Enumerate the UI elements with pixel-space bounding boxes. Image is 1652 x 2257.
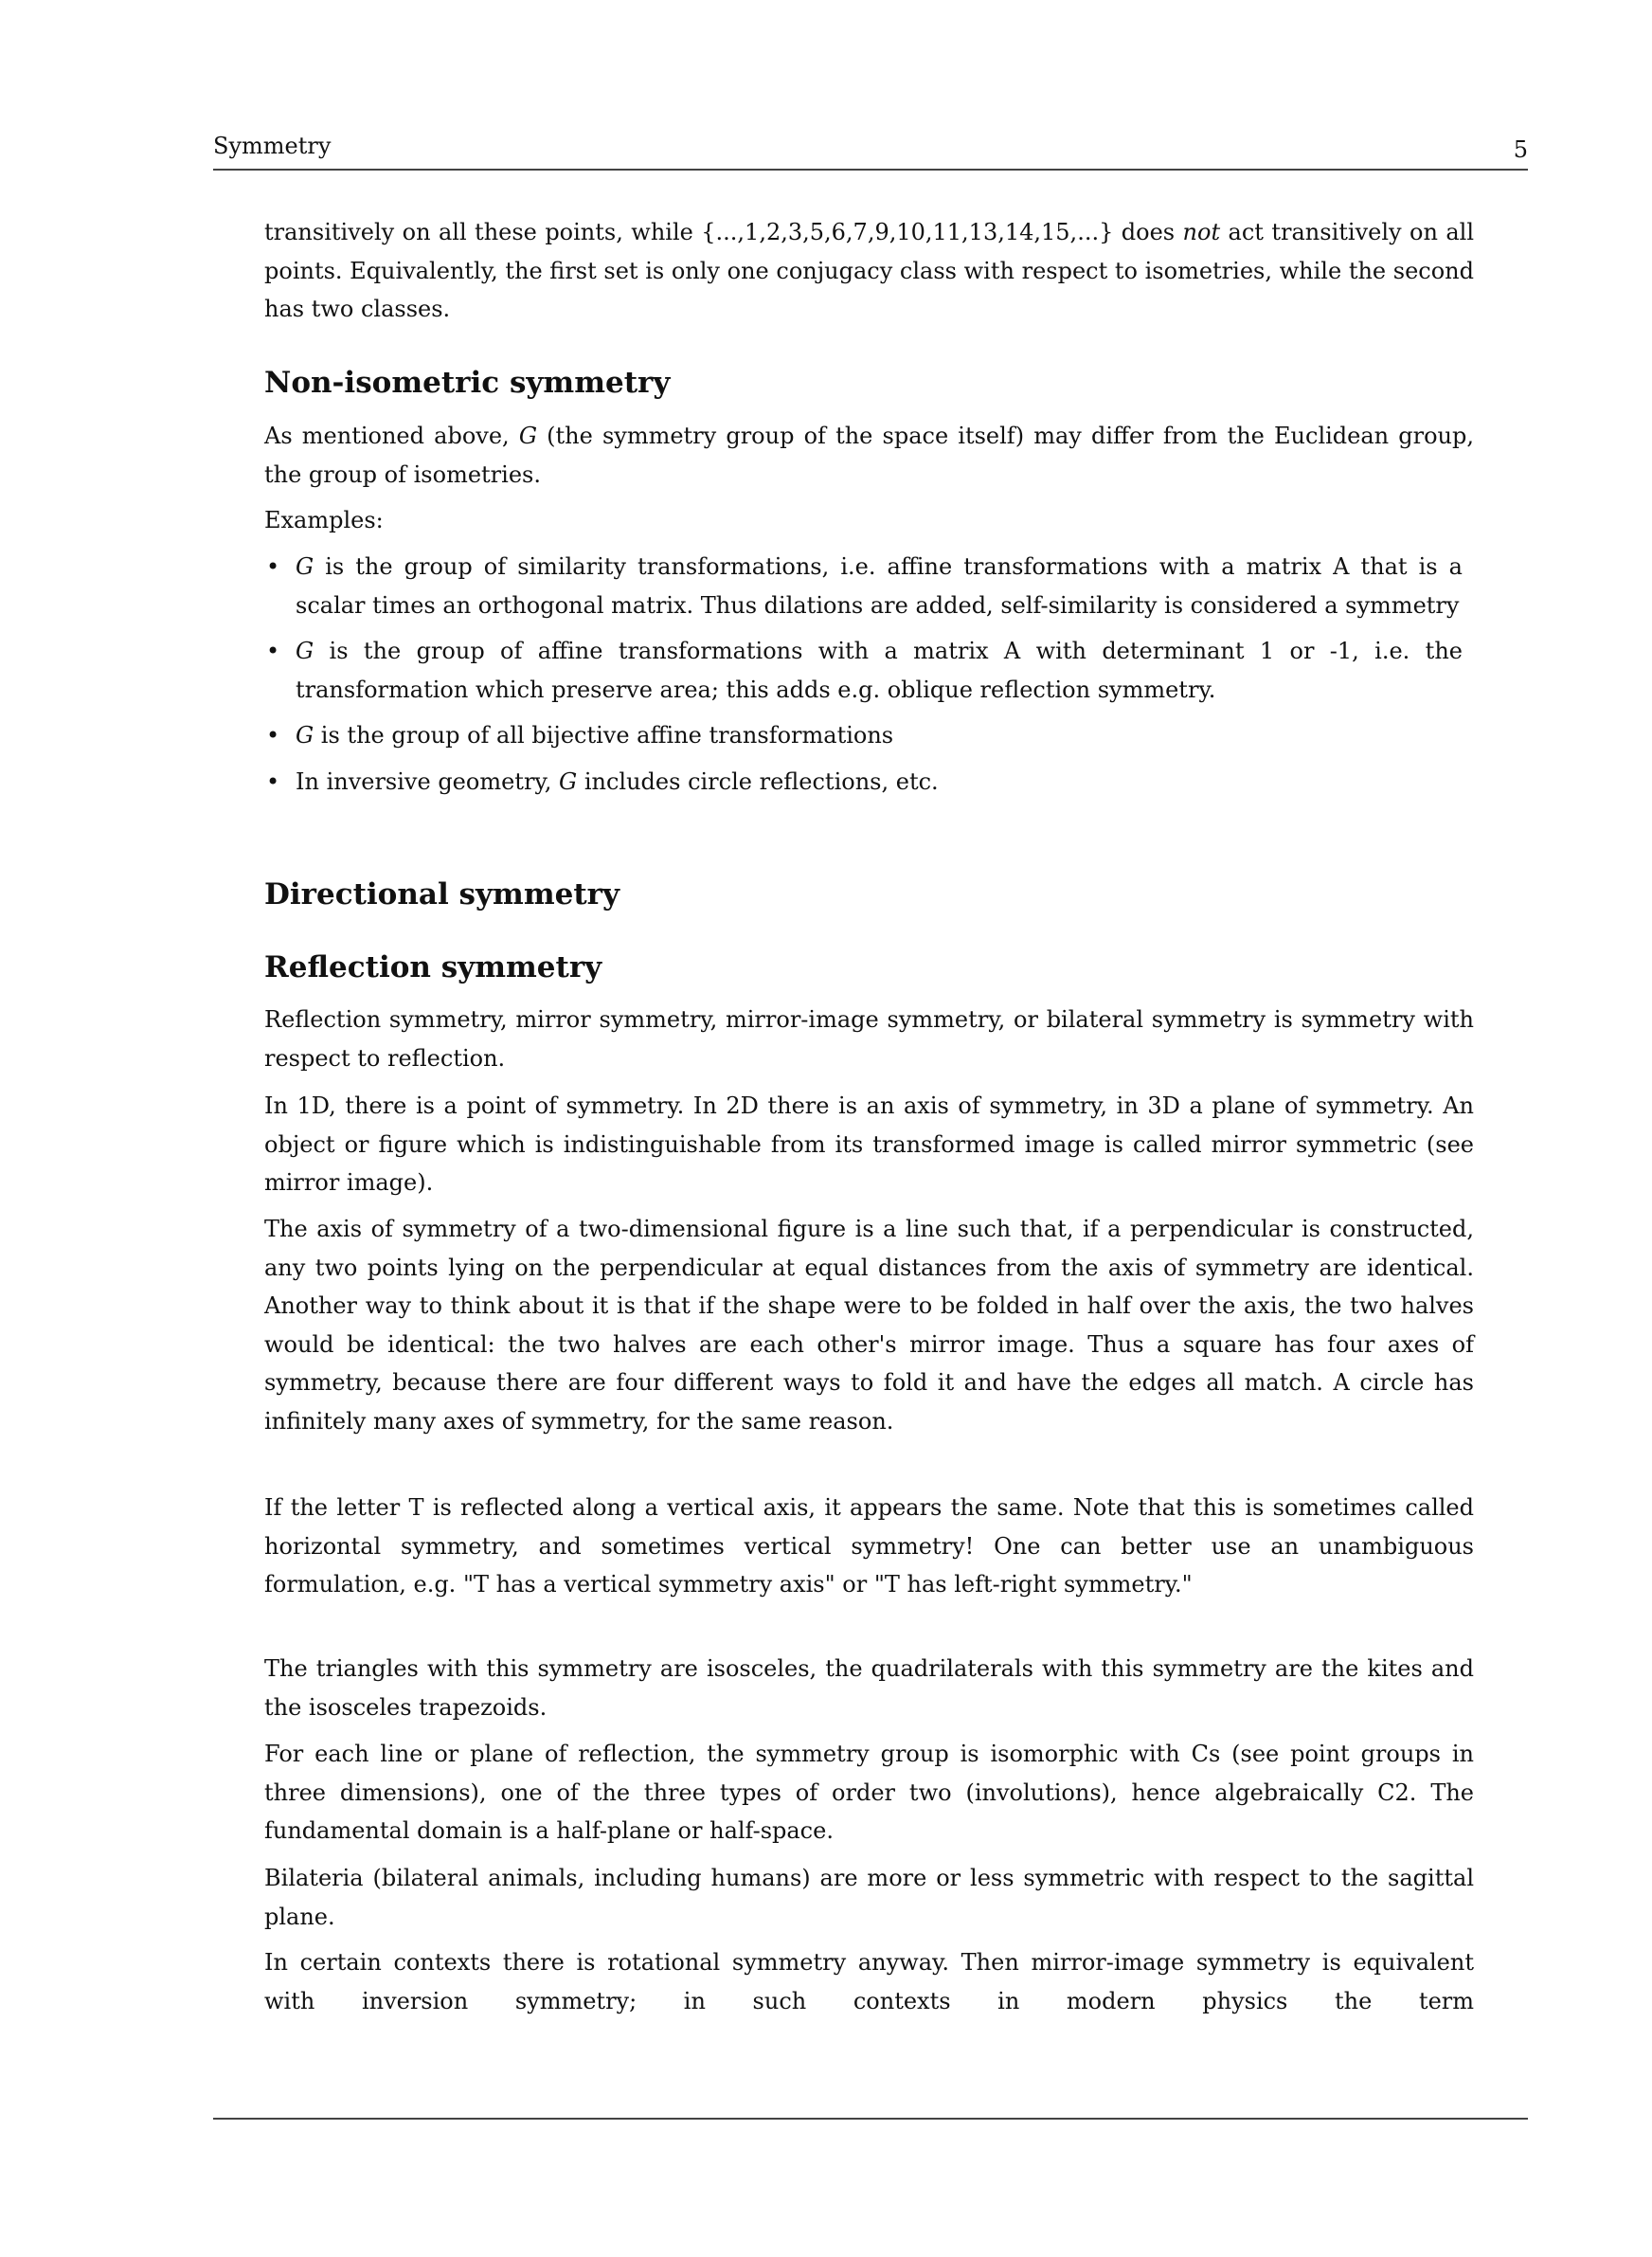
section-heading: Reflection symmetry bbox=[264, 950, 602, 984]
text: act transitively on all points. Equivalently, the first set is only one conjugacy class with respect to isometries, while the second has two classes. bbox=[264, 219, 1474, 323]
bullet-icon: • bbox=[266, 553, 280, 580]
paragraph: Bilateria (bilateral animals, including humans) are more or less symmetric with respect to the sagittal plane. bbox=[264, 1865, 1474, 1930]
list-item: • G is the group of similarity transformations, i.e. affine transformations with a matrix A that is a scalar times an orthogonal matrix. Thus dilations are added, self-similarity is considered a symmetry bbox=[264, 548, 1463, 624]
footer-rule bbox=[213, 2118, 1528, 2120]
header-rule bbox=[213, 169, 1528, 171]
emphasis: not bbox=[1182, 219, 1221, 245]
examples-label: Examples: bbox=[264, 507, 384, 533]
running-header-title: Symmetry bbox=[213, 133, 332, 159]
math-symbol: G bbox=[518, 423, 537, 449]
list-item: • G is the group of affine transformations with a matrix A with determinant 1 or -1, i.e. the transformation which preserve area; this adds e.g. oblique reflection symmetry. bbox=[264, 632, 1463, 709]
section-heading: Non-isometric symmetry bbox=[264, 366, 671, 400]
paragraph: Reflection symmetry, mirror symmetry, mirror-image symmetry, or bilateral symmetry is symmetry with respect to reflection. bbox=[264, 1006, 1474, 1072]
list-item: • In inversive geometry, G includes circle reflections, etc. bbox=[264, 763, 1463, 802]
text: As mentioned above, bbox=[264, 423, 519, 449]
paragraph: If the letter T is reflected along a vertical axis, it appears the same. Note that this is sometimes called horizontal symmetry, and sometimes vertical symmetry! One can better use an unambiguous formulation, e.g. "T has a vertical symmetry axis" or "T has left-right symmetry." bbox=[264, 1494, 1474, 1598]
paragraph bbox=[264, 417, 1474, 494]
examples-list bbox=[264, 548, 1463, 802]
list-item: • G is the group of all bijective affine transformations bbox=[264, 716, 1463, 755]
paragraph: For each line or plane of reflection, the symmetry group is isomorphic with Cs (see point groups in three dimensions), one of the three types of order two (involutions), hence algebraically C2. The fundamental domain is a half-plane or half-space. bbox=[264, 1741, 1474, 1845]
text: transitively on all these points, while {...,1,2,3,5,6,7,9,10,11,13,14,15,...} does bbox=[264, 219, 1183, 245]
bullet-icon: • bbox=[266, 722, 280, 749]
bullet-icon: • bbox=[266, 638, 280, 665]
page-number: 5 bbox=[1513, 136, 1528, 163]
paragraph: The triangles with this symmetry are isosceles, the quadrilaterals with this symmetry are the kites and the isosceles trapezoids. bbox=[264, 1655, 1474, 1721]
bullet-icon: • bbox=[266, 767, 280, 795]
paragraph: In 1D, there is a point of symmetry. In 2D there is an axis of symmetry, in 3D a plane of symmetry. An object or figure which is indistinguishable from its transformed image is called mirror symmetric (see mirror image). bbox=[264, 1092, 1474, 1197]
text: (the symmetry group of the space itself) may differ from the Euclidean group, the group of isometries. bbox=[264, 423, 1475, 488]
paragraph: The axis of symmetry of a two-dimensional figure is a line such that, if a perpendicular is constructed, any two points lying on the perpendicular at equal distances from the axis of symmetry are identical. Another way to think about it is that if the shape were to be folded in half over the axis, the two halves would be identical: the two halves are each other's mirror image. Thus a square has four axes of symmetry, because there are four different ways to fold it and have the edges all match. A circle has infinitely many axes of symmetry, for the same reason. bbox=[264, 1216, 1474, 1435]
intro-paragraph bbox=[264, 213, 1474, 329]
paragraph: In certain contexts there is rotational symmetry anyway. Then mirror-image symmetry is equivalent with inversion symmetry; in such contexts in modern physics the term bbox=[264, 1949, 1474, 2014]
section-heading: Directional symmetry bbox=[264, 877, 620, 912]
